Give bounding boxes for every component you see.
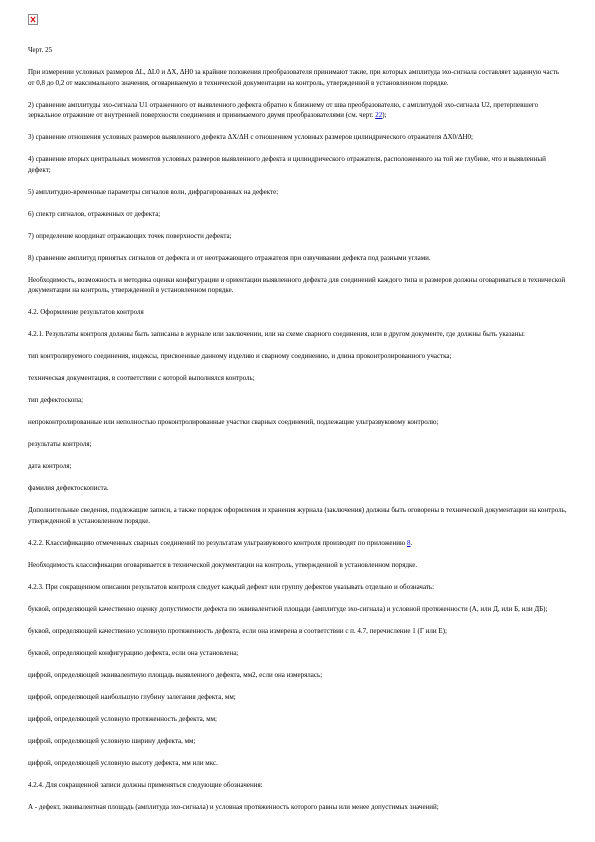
paragraph-text: Необходимость классификации оговаривается в технической документации на контроль, утвержденной в установленном порядке. bbox=[28, 560, 418, 569]
paragraph bbox=[28, 582, 567, 593]
paragraph-text: 7) определение координат отражающих точек поверхности дефекта; bbox=[28, 231, 232, 240]
paragraph bbox=[28, 67, 567, 88]
paragraph bbox=[28, 758, 567, 769]
paragraph-text: 4.2.3. При сокращенном описании результатов контроля следует каждый дефект или группу дефектов указывать отдельно и обозначать: bbox=[28, 582, 435, 591]
paragraph-text: А - дефект, эквивалентная площадь (амплитуда эхо-сигнала) и условная протяженность которого равны или менее допустимых значений; bbox=[28, 802, 439, 811]
paragraph-text: 8) сравнение амплитуд принятых сигналов от дефекта и от неотражающего отражателя при озвучивании дефекта под разными углами. bbox=[28, 253, 431, 262]
paragraph-text: буквой, определяющей качественно условную протяженность дефекта, если она измерена в соответствии с п. 4.7, перечисление 1 (Г или Е); bbox=[28, 626, 447, 635]
paragraph bbox=[28, 187, 567, 198]
paragraph-text: При измерении условных размеров ΔL, ΔL0 и ΔХ, ΔН0 за крайние положения преобразователя принимают такие, при которых амплитуда эхо-сигнала составляет заданную часть от 0,8 до 0,2 от максимального значения, оговариваемую в технической документации на контроль, утвержденной в установленном порядке. bbox=[28, 68, 560, 87]
paragraph bbox=[28, 351, 567, 362]
paragraph bbox=[28, 275, 567, 296]
paragraph bbox=[28, 670, 567, 681]
paragraph bbox=[28, 417, 567, 428]
paragraph-text: цифрой, определяющей условную высоту дефекта, мм или мкс. bbox=[28, 758, 218, 767]
paragraph-text: Дополнительные сведения, подлежащие записи, а также порядок оформления и хранения журнала (заключения) должны быть оговорены в технической документации на контроль, утвержденной в установленном порядке. bbox=[28, 506, 567, 525]
paragraph-text: . bbox=[410, 538, 413, 547]
paragraph-text: буквой, определяющей качественно оценку допустимости дефекта по эквивалентной площади (амплитуде эхо-сигнала) и условной протяженности (А, или Д, или Б, или ДБ); bbox=[28, 604, 548, 613]
red-x-icon bbox=[30, 16, 36, 23]
paragraph-text: дата контроля; bbox=[28, 462, 72, 470]
paragraph-text: 6) спектр сигналов, отраженных от дефекта; bbox=[28, 209, 161, 218]
broken-image-icon bbox=[28, 14, 38, 25]
paragraph-text: фамилия дефектоскописта. bbox=[28, 484, 109, 492]
paragraph-text: 3) сравнение отношения условных размеров выявленного дефекта ΔХ/ΔН с отношением условных размеров цилиндрического отражателя ΔХ0/ΔН0; bbox=[28, 133, 473, 141]
paragraph-text: 5) амплитудно-временные параметры сигналов волн, дифрагированных на дефекте; bbox=[28, 187, 279, 196]
paragraph bbox=[28, 692, 567, 703]
paragraph bbox=[28, 100, 567, 121]
paragraph-text: результаты контроля; bbox=[28, 440, 92, 448]
paragraph bbox=[28, 505, 567, 526]
paragraph-text: Необходимость, возможность и методика оценки конфигурации и ориентации выявленного дефекта для соединений каждого типа и размеров должны оговариваться в технической документации на контроль, утвержденной в установленном порядке. bbox=[28, 275, 566, 294]
reference-link[interactable]: 8 bbox=[406, 538, 411, 547]
paragraph bbox=[28, 329, 567, 340]
paragraph bbox=[28, 209, 567, 220]
document-body bbox=[28, 45, 567, 812]
paragraph bbox=[28, 604, 567, 615]
paragraph bbox=[28, 45, 567, 56]
paragraph bbox=[28, 736, 567, 747]
reference-link[interactable]: 22 bbox=[375, 111, 383, 119]
paragraph-text: тип контролируемого соединения, индексы, присвоенные данному изделию и сварному соединению, и длина проконтролированного участка; bbox=[28, 352, 452, 360]
paragraph-text: тип дефектоскопа; bbox=[28, 396, 84, 404]
paragraph-text: цифрой, определяющей наибольшую глубину залегания дефекта, мм; bbox=[28, 692, 236, 701]
paragraph-text: 4.2.4. Для сокращенной записи должны применяться следующие обозначения: bbox=[28, 780, 263, 789]
paragraph bbox=[28, 253, 567, 264]
paragraph-text: 4.2.1. Результаты контроля должны быть записаны в журнале или заключении, или на схеме сварного соединения, или в другом документе, где должны быть указаны: bbox=[28, 330, 525, 338]
paragraph-text: техническая документация, в соответствии с которой выполнялся контроль; bbox=[28, 374, 255, 382]
paragraph bbox=[28, 538, 567, 549]
paragraph bbox=[28, 154, 567, 175]
paragraph bbox=[28, 395, 567, 406]
paragraph-text: 4.2.2. Классификацию отмеченных сварных соединений по результатам ультразвукового контроля производят по приложению bbox=[28, 538, 407, 547]
paragraph-text: цифрой, определяющей условную ширину дефекта, мм; bbox=[28, 736, 196, 745]
paragraph bbox=[28, 483, 567, 494]
paragraph-text: 4) сравнение вторых центральных моментов условных размеров выявленного дефекта и цилиндрического отражателя, расположенного на той же глубине, что и выявленный дефект; bbox=[28, 155, 546, 174]
paragraph-text: ); bbox=[382, 111, 387, 119]
paragraph bbox=[28, 648, 567, 659]
paragraph bbox=[28, 714, 567, 725]
paragraph-text: цифрой, определяющей эквивалентную площадь выявленного дефекта, мм2, если она измерялась; bbox=[28, 670, 323, 679]
paragraph-text: буквой, определяющей конфигурацию дефекта, если она установлена; bbox=[28, 648, 239, 657]
paragraph bbox=[28, 461, 567, 472]
paragraph-text: непроконтролированные или неполностью проконтролированные участки сварных соединений, подлежащие ультразвуковому контролю; bbox=[28, 418, 439, 426]
paragraph-text: 4.2. Оформление результатов контроля bbox=[28, 308, 144, 316]
paragraph bbox=[28, 626, 567, 637]
paragraph bbox=[28, 560, 567, 571]
paragraph bbox=[28, 307, 567, 318]
paragraph-text: 2) сравнение амплитуды эхо-сигнала U1 отраженного от выявленного дефекта обратно к ближнему от шва преобразователю, с амплитудой эхо-сигнала U2, претерпевшего зеркальное отражение от внутренней поверхности соединения и принимаемого двумя преобразователями (см. черт. bbox=[28, 100, 539, 119]
paragraph-text: цифрой, определяющей условную протяженность дефекта, мм; bbox=[28, 714, 217, 723]
paragraph bbox=[28, 231, 567, 242]
paragraph-text: Черт. 25 bbox=[28, 46, 53, 54]
paragraph bbox=[28, 802, 567, 813]
paragraph bbox=[28, 373, 567, 384]
paragraph bbox=[28, 132, 567, 143]
paragraph bbox=[28, 780, 567, 791]
paragraph bbox=[28, 439, 567, 450]
